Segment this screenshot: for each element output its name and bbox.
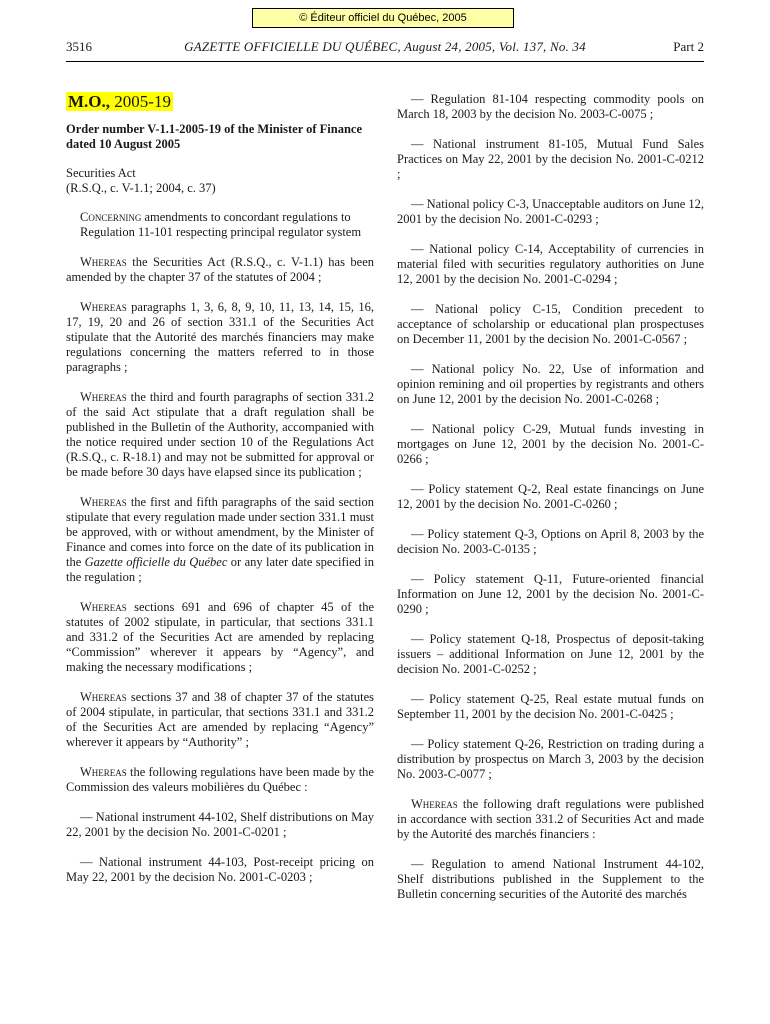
whereas-text-1: the Securities Act (R.S.Q., c. V-1.1) has been amended by the chapter 37 of the statutes of 2004 ; [66, 255, 374, 284]
page-number: 3516 [66, 39, 92, 54]
mo-number: 2005-19 [110, 92, 171, 111]
whereas-text-7: the following regulations have been made by the Commission des valeurs mobilières du Québec : [66, 765, 374, 794]
list-item: — Policy statement Q-3, Options on April 8, 2003 by the decision No. 2003-C-0135 ; [397, 527, 704, 556]
list-item: — Policy statement Q-11, Future-oriented financial Information on June 12, 2001 by the decision No. 2001-C-0290 ; [397, 572, 704, 616]
concerning-text: amendments to concordant regulations to Regulation 11-101 respecting principal regulator system [80, 210, 362, 239]
copyright-banner: © Éditeur officiel du Québec, 2005 [252, 8, 514, 28]
list-item: — National policy No. 22, Use of information and opinion remining and oil properties by registrants and others on June 12, 2001 by the decision No. 2001-C-0268 ; [397, 362, 704, 406]
gazette-title: Gazette officielle du Québec [84, 555, 228, 569]
mo-prefix: M.O., [68, 92, 111, 111]
left-column [66, 92, 374, 900]
mo-title [66, 92, 374, 112]
list-item: — National instrument 44-102, Shelf distributions on May 22, 2001 by the decision No. 2001-C-0201 ; [66, 810, 374, 839]
whereas-text-4b: or any later date specified in the regulation ; [66, 555, 374, 584]
part-label: Part 2 [673, 39, 704, 54]
whereas-paragraph-4 [66, 495, 374, 585]
order-title: Order number V-1.1-2005-19 of the Minister of Finance dated 10 August 2005 [66, 122, 363, 151]
whereas-word: Whereas [80, 300, 127, 314]
whereas-text-2: paragraphs 1, 3, 6, 8, 9, 10, 11, 13, 14, 15, 16, 17, 19, 20 and 26 of section 331.1 of the Securities Act stipulate that the Autorité des marchés financiers may make regulations concerning the matters referred to in those paragraphs ; [66, 300, 374, 374]
whereas-word: Whereas [80, 495, 127, 509]
list-item: — Regulation 81-104 respecting commodity pools on March 18, 2003 by the decision No. 2003-C-0075 ; [397, 92, 704, 121]
right-column [397, 92, 704, 917]
whereas-paragraph-7 [66, 765, 374, 795]
header-rule [66, 61, 704, 62]
running-title: GAZETTE OFFICIELLE DU QUÉBEC, August 24, 2005, Vol. 137, No. 34 [184, 39, 586, 54]
act-name: Securities Act [66, 166, 136, 180]
list-item: — Policy statement Q-2, Real estate financings on June 12, 2001 by the decision No. 2001-C-0260 ; [397, 482, 704, 511]
list-item: — National instrument 81-105, Mutual Fund Sales Practices on May 22, 2001 by the decision No. 2001-C-0212 ; [397, 137, 704, 181]
whereas-word: Whereas [80, 600, 127, 614]
concerning-word: Concerning [80, 210, 142, 224]
whereas-paragraph-6 [66, 690, 374, 750]
whereas-word: Whereas [80, 390, 127, 404]
list-item: — Policy statement Q-18, Prospectus of deposit-taking issuers – additional Information on June 12, 2001 by the decision No. 2001-C-0252 ; [397, 632, 704, 676]
whereas-text-3: the third and fourth paragraphs of section 331.2 of the said Act stipulate that a draft regulation shall be published in the Bulletin of the Authority, accompanied with the notice required under section 10 of the Regulations Act (R.S.Q., c. R-18.1) and may not be submitted for approval or be made before 30 days have elapsed since its publication ; [66, 390, 374, 479]
whereas-text-6: sections 37 and 38 of chapter 37 of the statutes of 2004 stipulate, in particular, that sections 331.1 and 331.2 of the Securities Act are amended by replacing “Agency” wherever it appears by “Authority” ; [66, 690, 374, 749]
list-item: — Regulation to amend National Instrument 44-102, Shelf distributions published in the Supplement to the Bulletin concerning securities of the Autorité des marchés [397, 857, 704, 901]
whereas-word: Whereas [411, 797, 458, 811]
list-item: — Policy statement Q-26, Restriction on trading during a distribution by prospectus on March 3, 2003 by the decision No. 2003-C-0077 ; [397, 737, 704, 781]
whereas-paragraph-2 [66, 300, 374, 375]
list-item: — National policy C-29, Mutual funds investing in mortgages on June 12, 2001 by the decision No. 2001-C-0266 ; [397, 422, 704, 466]
whereas-text-5: sections 691 and 696 of chapter 45 of the statutes of 2002 stipulate, in particular, that sections 331.1 and 331.2 of the Securities Act are amended by replacing “Commission” wherever it appears by “Agency”, and making the necessary modifications ; [66, 600, 374, 674]
whereas-word: Whereas [80, 690, 127, 704]
act-reference [66, 166, 374, 196]
list-item: — Policy statement Q-25, Real estate mutual funds on September 11, 2001 by the decision No. 2001-C-0425 ; [397, 692, 704, 721]
concerning-paragraph [80, 210, 374, 240]
whereas-paragraph-3 [66, 390, 374, 480]
whereas-word: Whereas [80, 765, 127, 779]
list-item: — National policy C-3, Unacceptable auditors on June 12, 2001 by the decision No. 2001-C-0293 ; [397, 197, 704, 226]
whereas-word: Whereas [80, 255, 127, 269]
list-item: — National instrument 44-103, Post-receipt pricing on May 22, 2001 by the decision No. 2001-C-0203 ; [66, 855, 374, 884]
whereas-paragraph-8 [397, 797, 704, 842]
whereas-paragraph-1 [66, 255, 374, 285]
list-item: — National policy C-14, Acceptability of currencies in material filed with securities regulatory authorities on June 12, 2001 by the decision No. 2001-C-0294 ; [397, 242, 704, 286]
whereas-text-8: the following draft regulations were published in accordance with section 331.2 of Securities Act and made by the Autorité des marchés financiers : [397, 797, 704, 841]
whereas-paragraph-5 [66, 600, 374, 675]
list-item: — National policy C-15, Condition precedent to acceptance of scholarship or educational plan prospectuses on December 11, 2001 by the decision No. 2001-C-0567 ; [397, 302, 704, 346]
act-citation: (R.S.Q., c. V-1.1; 2004, c. 37) [66, 181, 216, 195]
whereas-text-4a: the first and fifth paragraphs of the said section stipulate that every regulation made under section 331.1 must be approved, with or without amendment, by the Minister of Finance and comes into force on the date of its publication in the [66, 495, 374, 569]
